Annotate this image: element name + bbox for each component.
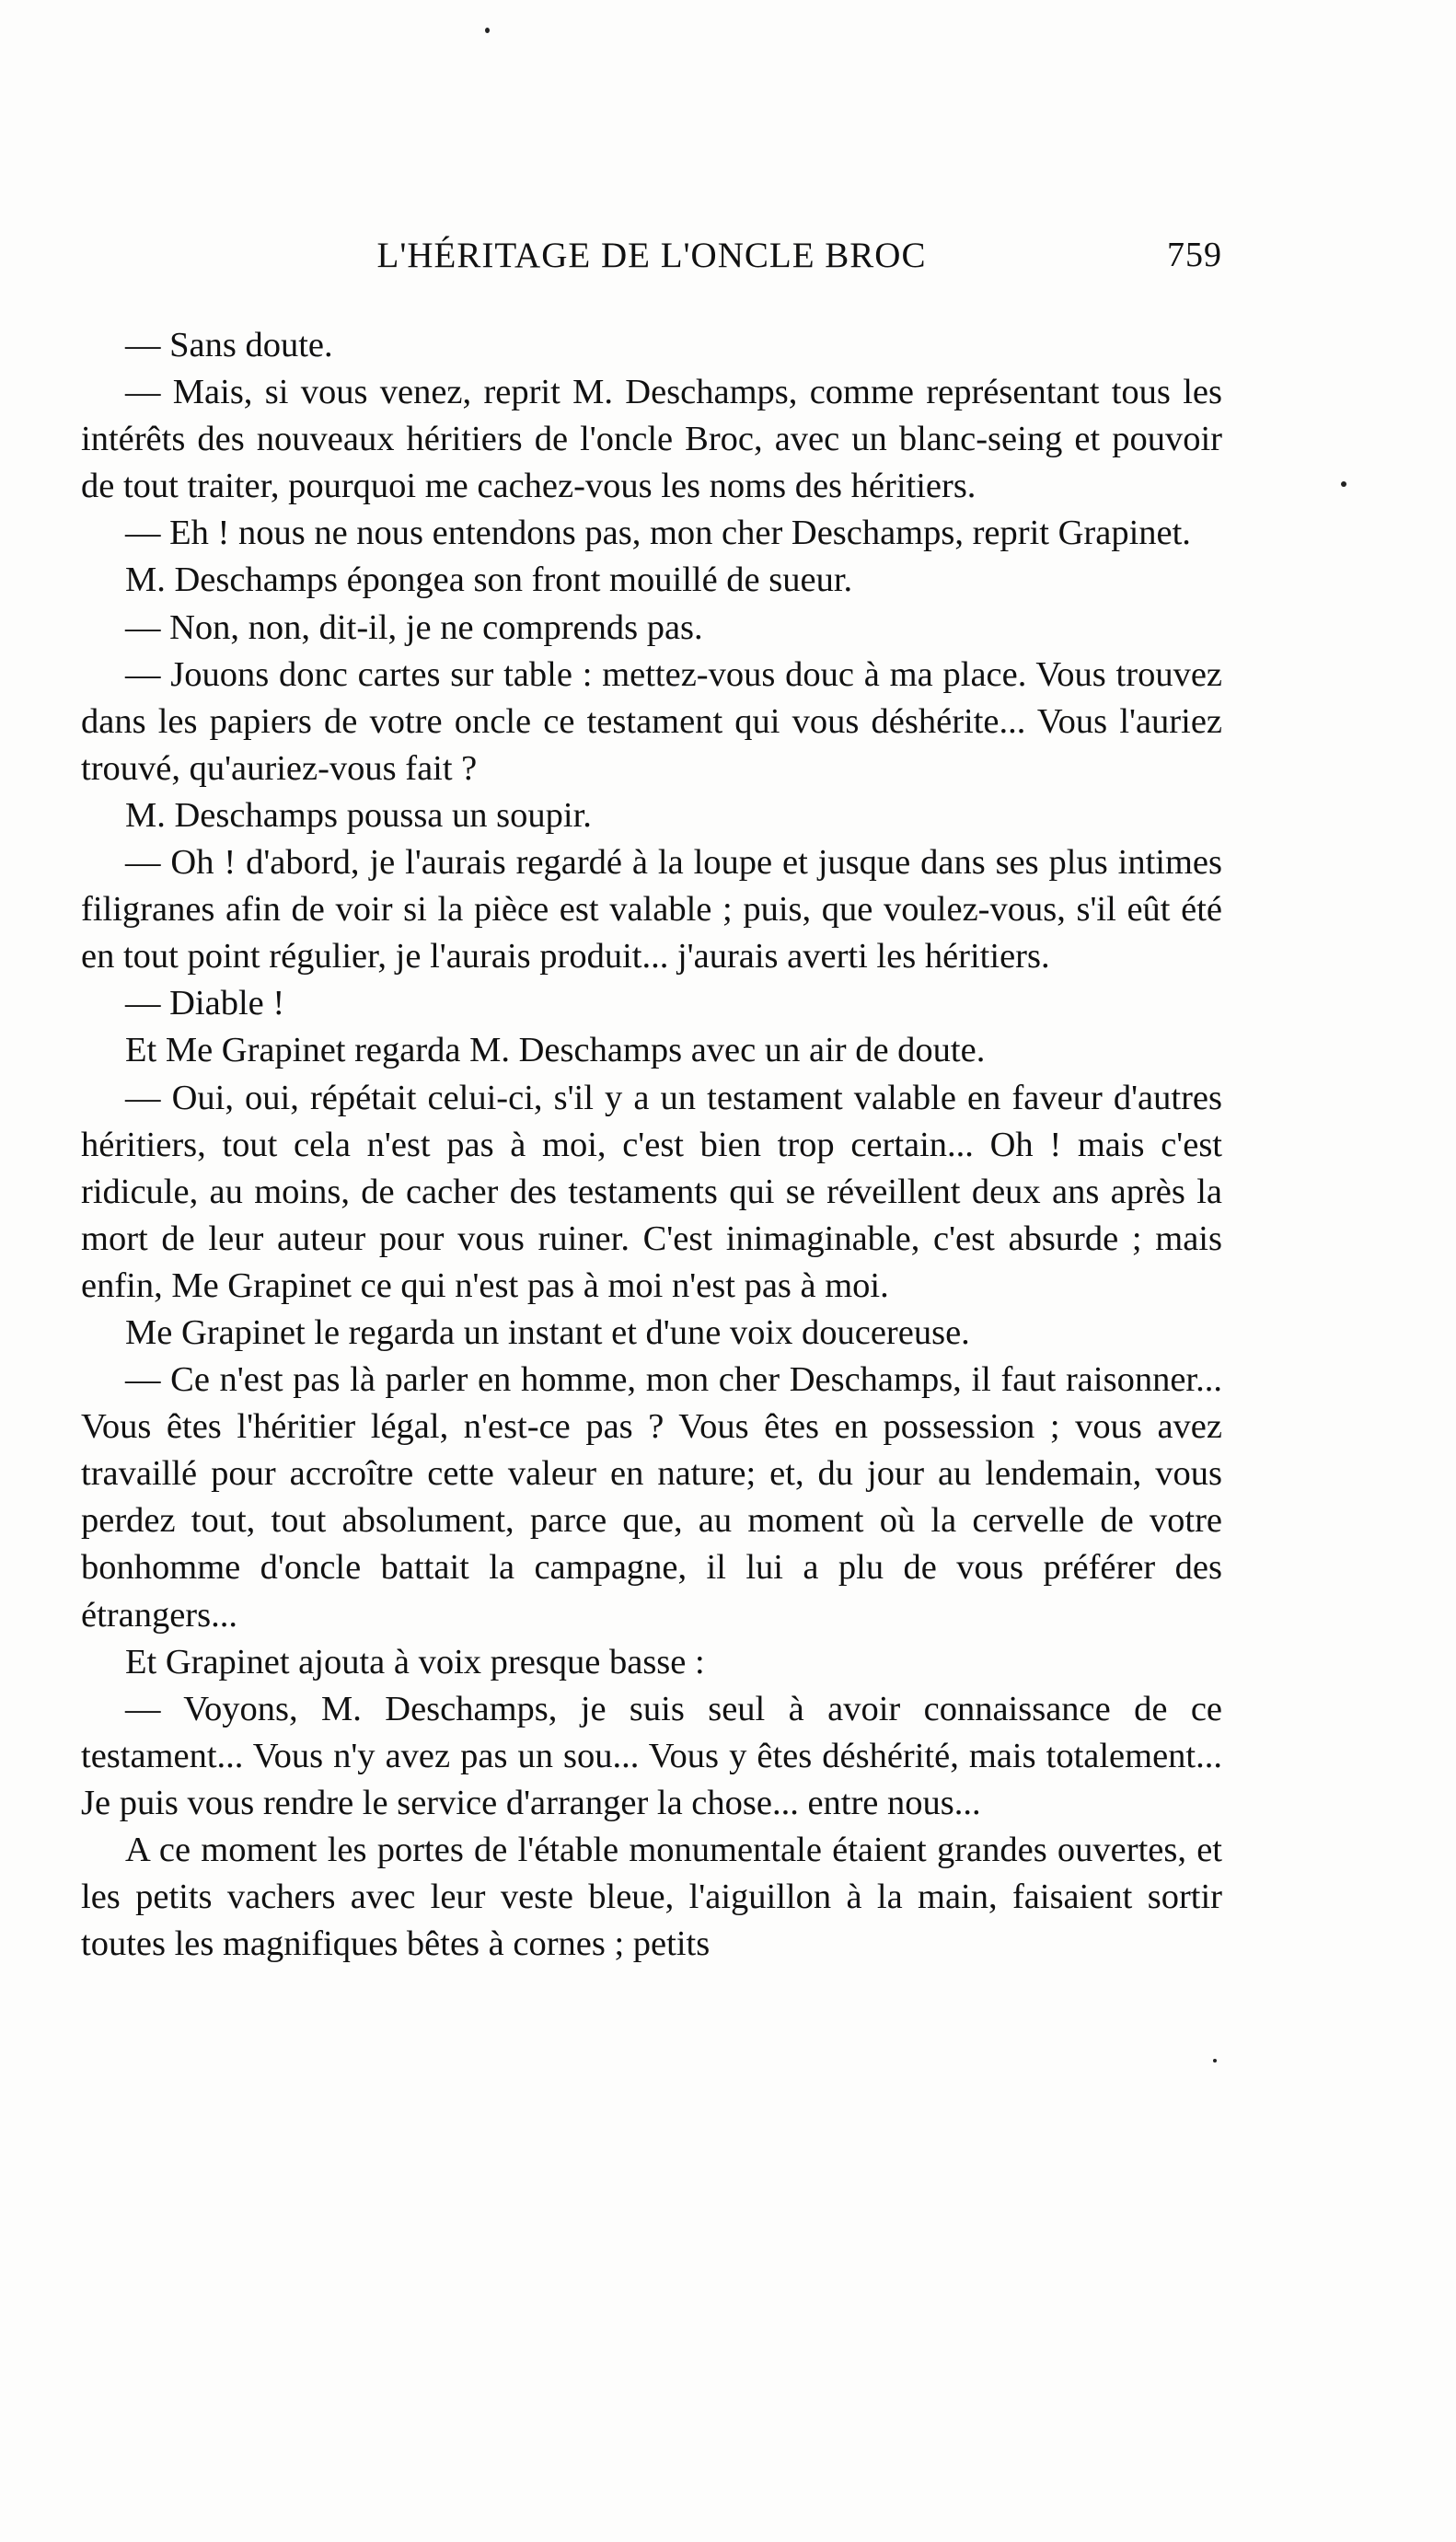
running-header: [81, 235, 1222, 281]
paragraph: — Diable !: [125, 984, 285, 1023]
paragraph: Et Me Grapinet regarda M. Deschamps avec un air de doute.: [125, 1031, 986, 1070]
paragraph: — Jouons donc cartes sur table : mettez-vous douc à ma place. Vous trouvez dans les papiers de votre oncle ce testament qui vous déshérite... Vous l'auriez trouvé, qu'auriez-vous fait ?: [81, 654, 1222, 788]
paragraph: — Oh ! d'abord, je l'aurais regardé à la loupe et jusque dans ses plus intimes filigranes afin de voir si la pièce est valable ; puis, que voulez-vous, s'il eût été en tout point régulier, je l'aurais produit... j'aurais averti les héritiers.: [81, 843, 1222, 976]
paragraph: M. Deschamps poussa un soupir.: [125, 795, 592, 835]
paragraph: Et Grapinet ajouta à voix presque basse :: [125, 1642, 705, 1681]
ink-speck: [1213, 2059, 1217, 2062]
body-text: [81, 322, 1222, 1968]
paragraph: A ce moment les portes de l'étable monumentale étaient grandes ouvertes, et les petits vachers avec leur veste bleue, l'aiguillon à la main, faisaient sortir toutes les magnifiques bêtes à cornes ; petits: [81, 1831, 1222, 1964]
paragraph: — Sans doute.: [125, 326, 333, 364]
paragraph: — Non, non, dit-il, je ne comprends pas.: [125, 607, 703, 647]
paragraph: M. Deschamps épongea son front mouillé de sueur.: [125, 560, 853, 600]
paragraph: — Voyons, M. Deschamps, je suis seul à avoir connaissance de ce testament... Vous n'y avez pas un sou... Vous y êtes déshérité, mais totalement... Je puis vous rendre le service d'arranger la chose... entre nous...: [81, 1689, 1222, 1822]
paragraph: — Oui, oui, répétait celui-ci, s'il y a un testament valable en faveur d'autres héritiers, tout cela n'est pas à moi, c'est bien trop certain... Oh ! mais c'est ridicule, au moins, de cacher des testaments qui se réveillent deux ans après la mort de leur auteur pour vous ruiner. C'est inimaginable, c'est absurde ; mais enfin, Me Grapinet ce qui n'est pas à moi n'est pas à moi.: [81, 1078, 1222, 1305]
page-number: 759: [1167, 236, 1222, 274]
running-title: L'HÉRITAGE DE L'ONCLE BROC: [376, 236, 927, 275]
paragraph: — Ce n'est pas là parler en homme, mon cher Deschamps, il faut raisonner... Vous êtes l'héritier légal, n'est-ce pas ? Vous êtes en possession ; vous avez travaillé pour accroître cette valeur en nature; et, du jour au lendemain, vous perdez tout, tout absolument, parce que, au moment où la cervelle de votre bonhomme d'oncle battait la campagne, il lui a plu de vous préférer des étrangers...: [81, 1360, 1222, 1635]
ink-speck: [1341, 481, 1346, 487]
paragraph: — Mais, si vous venez, reprit M. Deschamps, comme représentant tous les intérêts des nouveaux héritiers de l'oncle Broc, avec un blanc-seing et pouvoir de tout traiter, pourquoi me cachez-vous les noms des héritiers.: [81, 373, 1222, 506]
paragraph: — Eh ! nous ne nous entendons pas, mon cher Deschamps, reprit Grapinet.: [125, 514, 1191, 553]
ink-speck: [485, 28, 490, 33]
paragraph: Me Grapinet le regarda un instant et d'une voix doucereuse.: [125, 1312, 970, 1352]
